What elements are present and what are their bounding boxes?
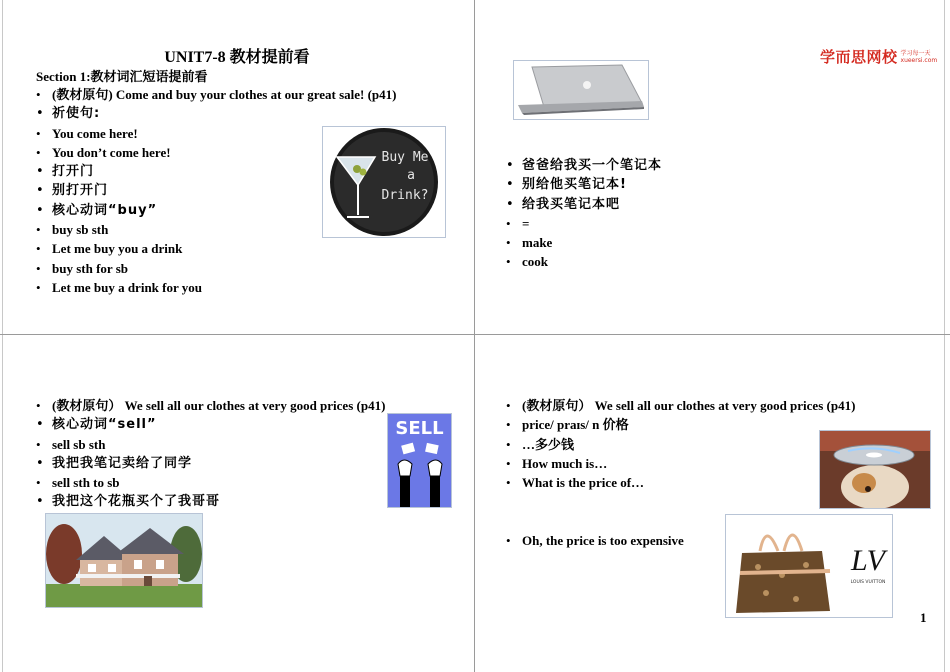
bullet-item: • price/ praɪs/ n 价格 xyxy=(506,415,855,434)
vertical-divider xyxy=(474,0,475,672)
slide2-bullet-list xyxy=(506,156,662,272)
logo-sub-line-2: xueersi.com xyxy=(900,56,938,64)
slide3-bullet-list xyxy=(36,396,385,512)
bullet-item: • What is the price of… xyxy=(506,473,855,492)
handbag-icon xyxy=(726,515,892,617)
laptop-icon xyxy=(514,61,648,119)
bullet-item: • cook xyxy=(506,252,662,271)
sell-sign-text: SELL xyxy=(395,418,444,439)
bullet-item: • 核心动词“buy” xyxy=(36,201,397,220)
bullet-item: • 我把我笔记卖给了同学 xyxy=(36,454,385,473)
hamster-with-cd-image xyxy=(819,430,931,509)
bullet-item: • …多少钱 xyxy=(506,435,855,454)
bullet-item: • How much is… xyxy=(506,454,855,473)
drink-badge-icon xyxy=(323,127,445,237)
bullet-item: • 我把这个花瓶买个了我哥哥 xyxy=(36,492,385,511)
logo-subtext xyxy=(901,50,938,64)
horizontal-divider xyxy=(0,334,950,335)
bullet-item: • 别打开门 xyxy=(36,181,397,200)
badge-line-3: Drink? xyxy=(381,188,429,203)
bullet-item: • Oh, the price is too expensive xyxy=(506,531,855,550)
lv-monogram: LV xyxy=(851,544,885,577)
sell-hands-icon xyxy=(388,414,451,507)
laptop-image xyxy=(513,60,649,120)
bullet-item: • 核心动词“sell” xyxy=(36,415,385,434)
badge-line-2: a xyxy=(407,168,415,183)
bullet-item: • (教材原句） We sell all our clothes at very good prices (p41) xyxy=(506,396,855,415)
bullet-item: • sell sth to sb xyxy=(36,473,385,492)
bullet-item: • 别给他买笔记本! xyxy=(506,175,662,194)
buy-me-a-drink-image xyxy=(322,126,446,238)
bullet-item: • 给我买笔记本吧 xyxy=(506,195,662,214)
bullet-item: • make xyxy=(506,233,662,252)
bullet-item: • You come here! xyxy=(36,124,397,143)
handbag-image xyxy=(725,514,893,618)
bullet-item: • buy sb sth xyxy=(36,220,397,239)
bullet-item: • 爸爸给我买一个笔记本 xyxy=(506,156,662,175)
brand-label: LOUIS VUITTON xyxy=(850,580,886,585)
bullet-item: • buy sth for sb xyxy=(36,259,397,278)
bullet-item: • 打开门 xyxy=(36,162,397,181)
page-border-left xyxy=(2,0,3,672)
section-heading: Section 1:教材词汇短语提前看 xyxy=(36,69,208,84)
logo-main-text: 学而思网校 xyxy=(820,48,898,66)
bullet-item: • = xyxy=(506,214,662,233)
xueersi-logo xyxy=(820,46,937,67)
bullet-item: • 祈使句: xyxy=(36,104,397,123)
hamster-icon xyxy=(820,431,930,508)
bullet-item: • (教材原句） We sell all our clothes at very good prices (p41) xyxy=(36,396,385,415)
page-border-right xyxy=(944,0,945,672)
page-number: 1 xyxy=(920,610,927,625)
bullet-item: • sell sb sth xyxy=(36,435,385,454)
house-image xyxy=(45,513,203,608)
bullet-item: • Let me buy you a drink xyxy=(36,239,397,258)
logo-sub-line-1: 学习每一天 xyxy=(900,49,931,57)
badge-line-1: Buy Me xyxy=(381,150,429,165)
house-icon xyxy=(46,514,202,607)
slide-title: UNIT7-8 教材提前看 xyxy=(164,49,310,66)
bullet-item: • (教材原句) Come and buy your clothes at our great sale! (p41) xyxy=(36,85,397,104)
bullet-item: • You don’t come here! xyxy=(36,143,397,162)
bullet-item: • Let me buy a drink for you xyxy=(36,278,397,297)
sell-sign-image xyxy=(387,413,452,508)
